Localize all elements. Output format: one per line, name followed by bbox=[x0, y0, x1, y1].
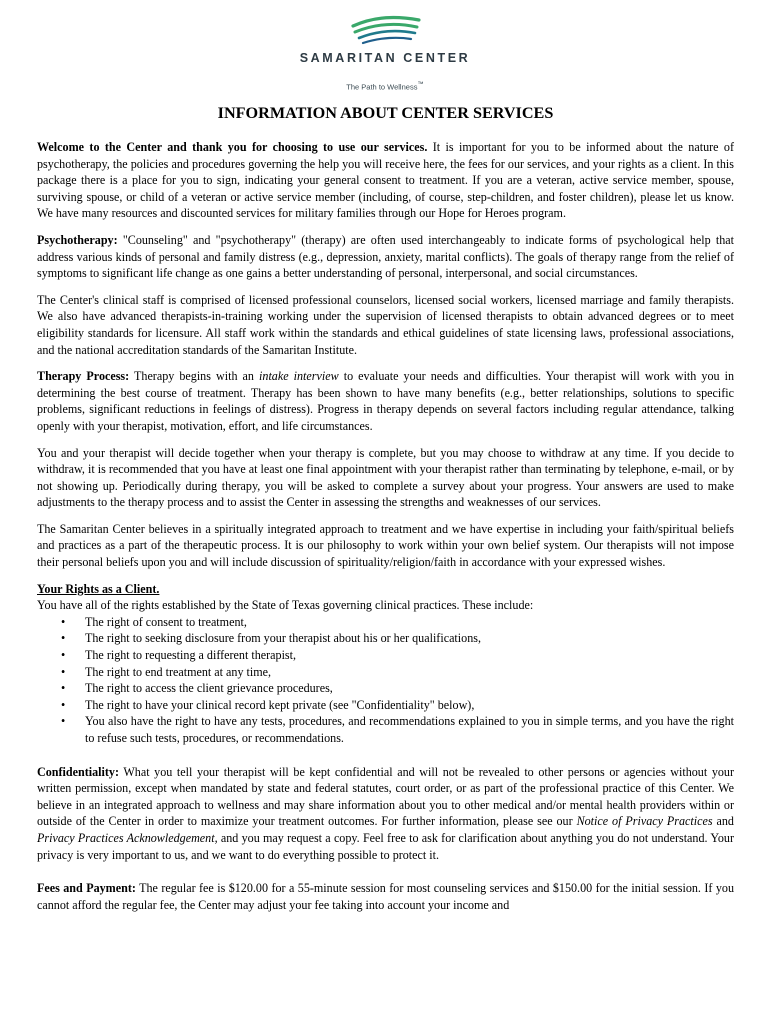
wave-logo-icon bbox=[345, 14, 425, 48]
samaritan-center-logo bbox=[0, 14, 770, 94]
rights-section bbox=[37, 581, 734, 747]
document-body bbox=[37, 103, 734, 923]
welcome-paragraph: Welcome to the Center and thank you for choosing to use our services. It is important for you to be informed about the nature of psychotherapy, the policies and procedures governing the help you will receive here, the fees for our services, and your rights as a client. In this package there is a place for you to sign, indicating your general consent to treatment. If you are a veteran, active service member, spouse, surviving spouse, or child of a veteran or active service member (including, of course, step-children, and foster children), please let us know. We have many resources and discounted services for military families through our Hope for Heroes program. bbox=[37, 140, 734, 221]
rights-heading: Your Rights as a Client. bbox=[37, 581, 160, 596]
spiritual-paragraph: The Samaritan Center believes in a spiritually integrated approach to treatment and we have expertise in including your faith/spiritual beliefs and practices as a part of the therapeutic process. It is our philosophy to work within your own belief system. Our therapists will not impose their personal beliefs upon you and will include discussion of spirituality/religion/faith in accordance with your expressed wishes. bbox=[37, 521, 734, 570]
list-item: • You also have the right to have any tests, procedures, and recommendations explained to you in simple terms, and you have the right to refuse such tests, procedures, or recommendations. bbox=[37, 713, 734, 746]
org-name: SAMARITAN CENTER bbox=[299, 51, 471, 65]
list-item: • The right to requesting a different therapist, bbox=[37, 647, 734, 664]
trademark-mark: ™ bbox=[417, 81, 424, 88]
page-title: INFORMATION ABOUT CENTER SERVICES bbox=[217, 104, 554, 122]
org-tagline: The Path to Wellness™ bbox=[346, 81, 424, 92]
psychotherapy-paragraph: Psychotherapy: "Counseling" and "psychotherapy" (therapy) are often used interchangeably to indicate forms of psychological help that address various kinds of personal and family distress (e.g., depression, anxiety, marital conflicts). The goals of therapy range from the relief of symptoms to significant life change as one gains a better understanding of personal, interpersonal, and social circumstances. bbox=[37, 232, 734, 281]
list-item: • The right to seeking disclosure from your therapist about his or her qualifications, bbox=[37, 630, 734, 647]
therapy-process-paragraph: Therapy Process: Therapy begins with an intake interview to evaluate your needs and difficulties. Your therapist will work with you in determining the best course of treatment. Therapy has been shown to have many benefits (e.g., better relationships, solutions to specific problems, significant reductions in feelings of distress). Progress in therapy depends on several factors including regular attendance, talking openly with your therapist, motivation, effort, and life circumstances. bbox=[37, 369, 735, 433]
list-item: • The right to access the client grievance procedures, bbox=[37, 680, 734, 697]
list-item: • The right of consent to treatment, bbox=[37, 614, 734, 631]
list-item: • The right to end treatment at any time, bbox=[37, 664, 734, 681]
rights-intro: You have all of the rights established by the State of Texas governing clinical practices. These include: bbox=[37, 598, 534, 613]
staff-paragraph: The Center's clinical staff is comprised of licensed professional counselors, licensed social workers, licensed marriage and family therapists. We also have advanced therapists-in-training working under the supervision of licensed therapists to obtain advanced degrees or to meet eligibility standards for licensure. All staff work within the standards and ethical guidelines of state licensing laws, professional associations, and the national accreditation standards of the Samaritan Institute. bbox=[37, 292, 734, 357]
list-item: • The right to have your clinical record kept private (see "Confidentiality" below), bbox=[37, 697, 734, 714]
fees-paragraph: Fees and Payment: The regular fee is $120.00 for a 55-minute session for most counseling services and $150.00 for the initial session. If you cannot afford the regular fee, the Center may adjust your fee taking into account your income and bbox=[37, 881, 734, 912]
rights-list bbox=[37, 614, 734, 747]
confidentiality-paragraph: Confidentiality: What you tell your therapist will be kept confidential and will not be revealed to other persons or agencies without your written permission, except when mandated by state and federal statutes, court order, or as part of the professional practice of this Center. We believe in an integrated approach to wellness and may share information about you to other medical and/or mental health providers within or outside of the Center in order to maximize your treatment outcomes. For further information, please see our Notice of Privacy Practices and Privacy Practices Acknowledgement, and you may request a copy. Feel free to ask for clarification about anything you do not understand. Your privacy is very important to us, and we want to do everything possible to protect it. bbox=[37, 764, 735, 862]
withdraw-paragraph: You and your therapist will decide together when your therapy is complete, but you may choose to withdraw at any time. If you decide to withdraw, it is recommended that you have at least one final appointment with your therapist rather than terminating by telephone, e-mail, or by not showing up. Periodically during therapy, you will be asked to complete a survey about your progress. Your answers are used to make adjustments to the therapy process and to assist the Center in assessing the strengths and weaknesses of our services. bbox=[37, 445, 734, 510]
